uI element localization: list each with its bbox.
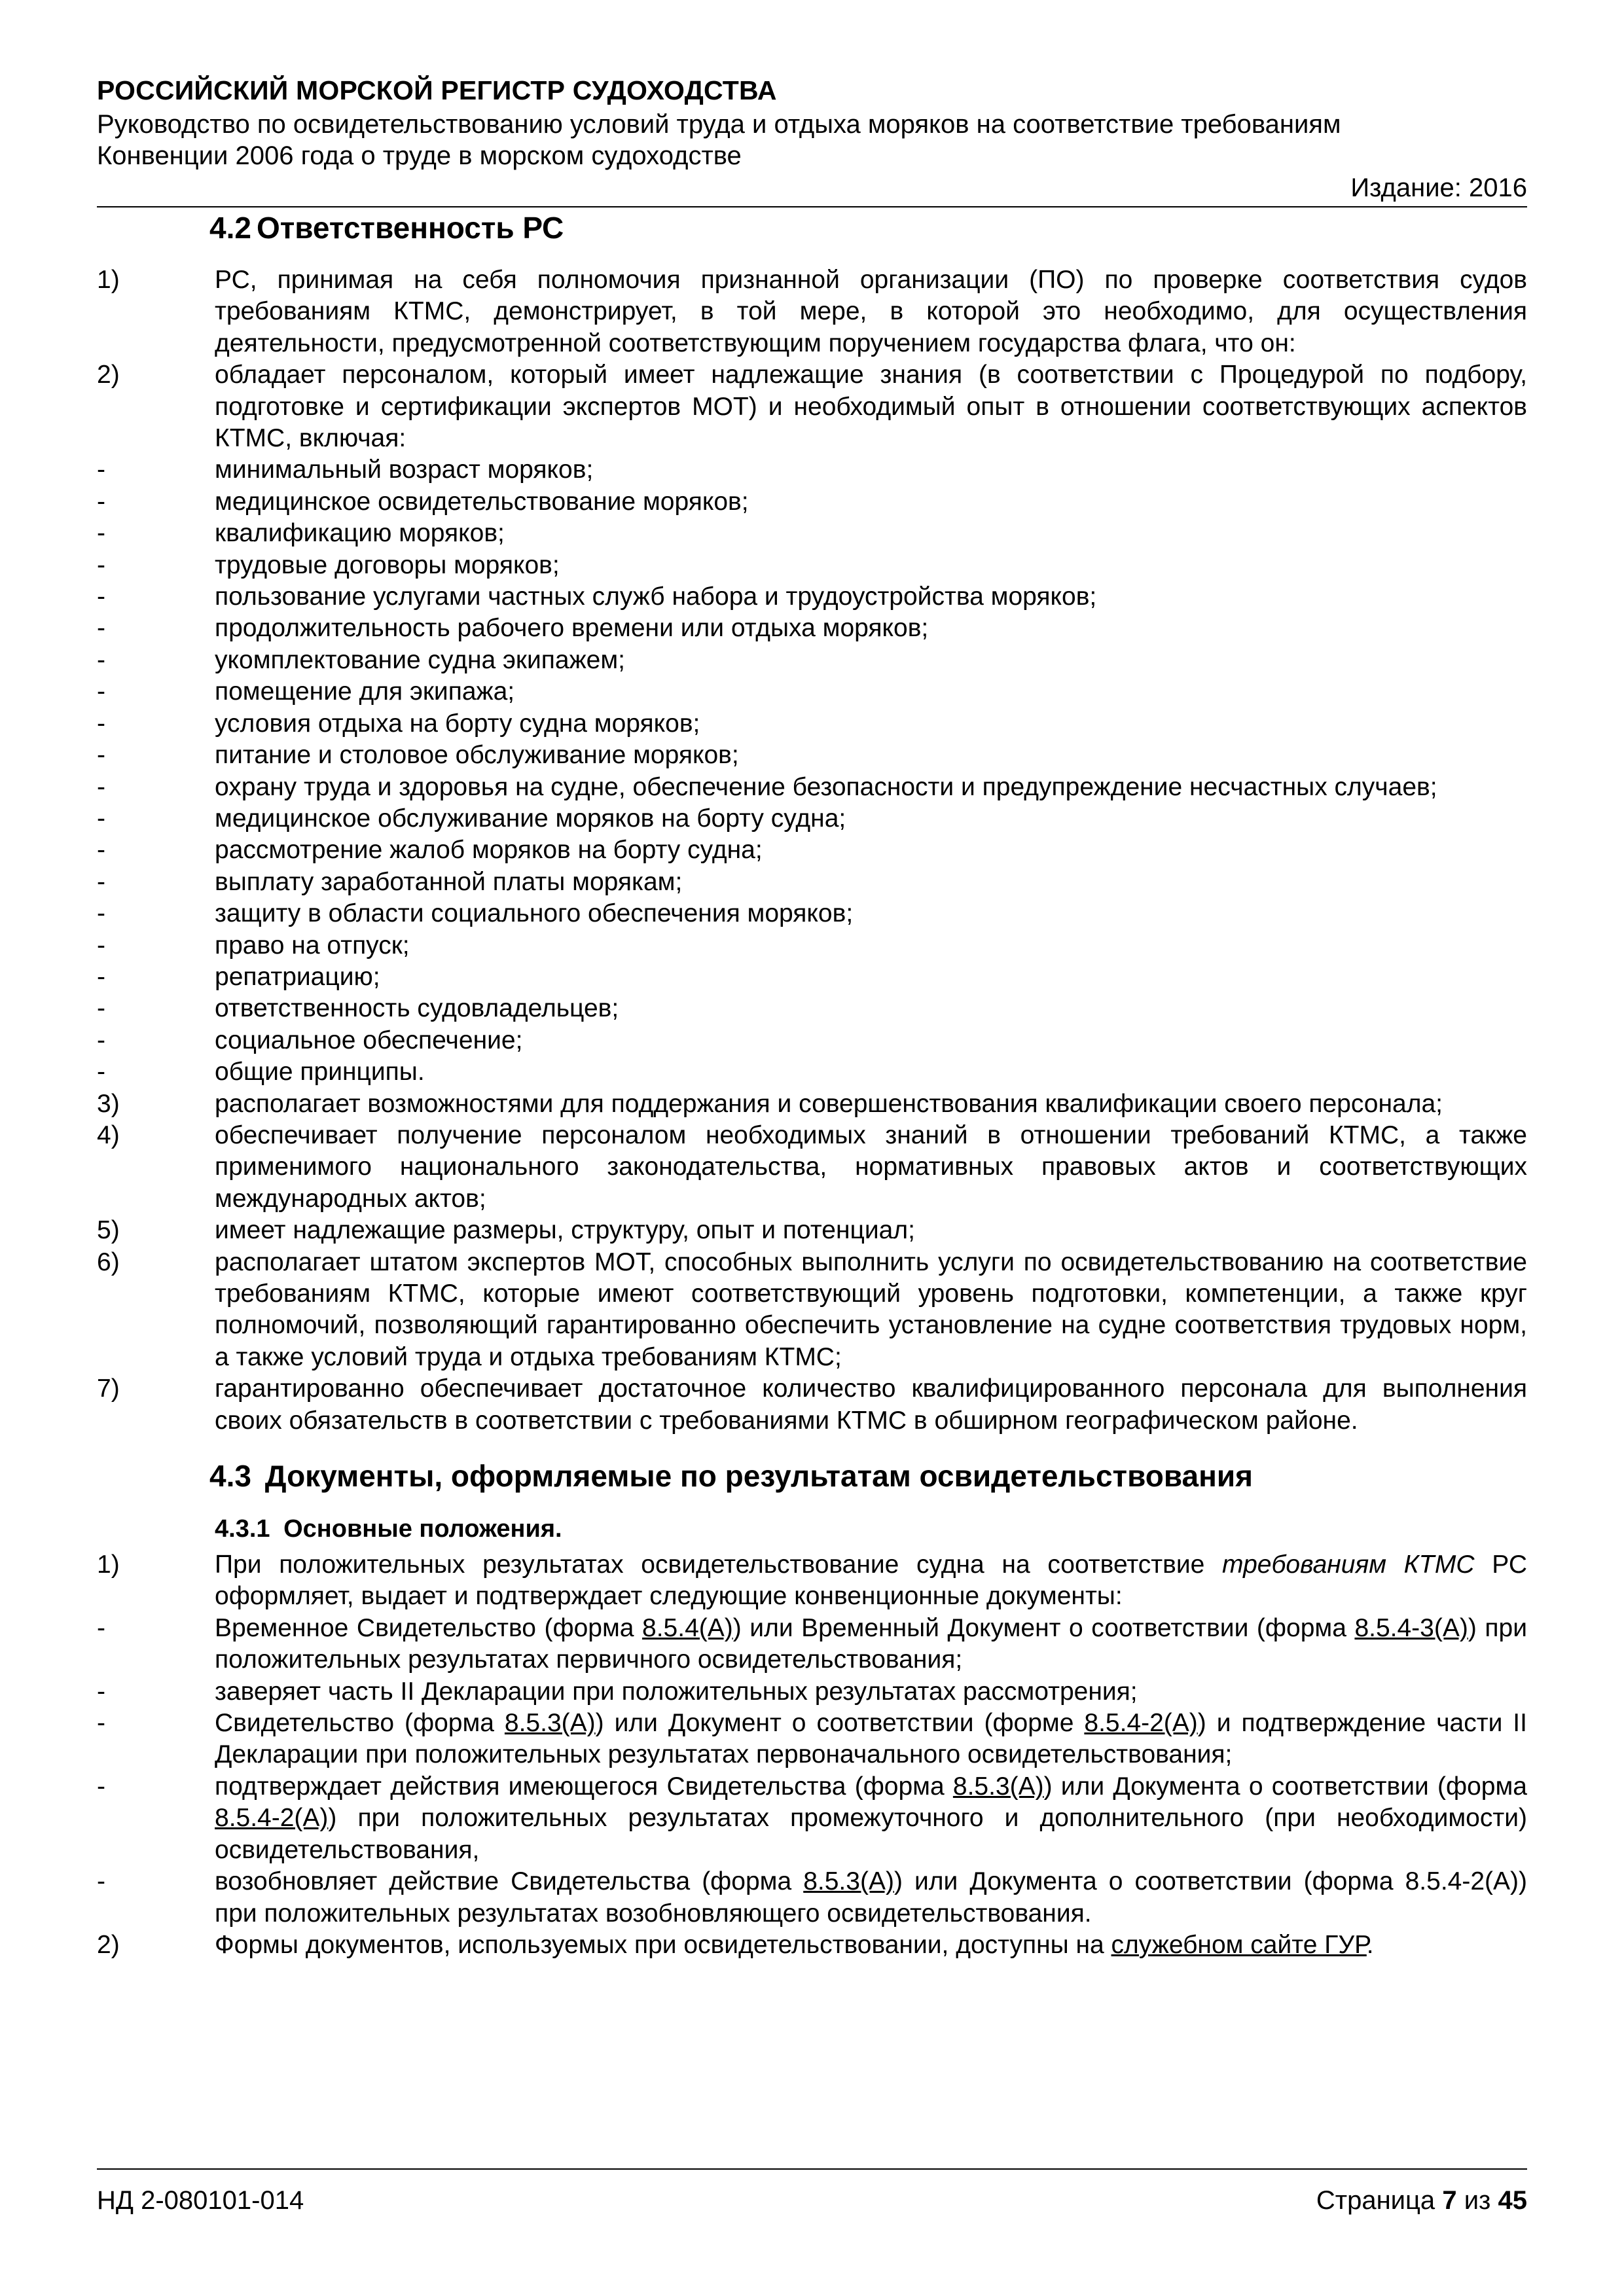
- section-4-3-heading: [97, 1458, 1527, 1494]
- section-4-2-heading: [97, 209, 1527, 246]
- item-marker: -: [97, 550, 105, 579]
- list-item: [97, 708, 1527, 740]
- service-site-link[interactable]: служебном сайте ГУР: [1111, 1930, 1367, 1959]
- item-text: укомплектование судна экипажем;: [215, 645, 626, 674]
- item-text: общие принципы.: [215, 1058, 425, 1086]
- list-item: [97, 359, 1527, 454]
- subsection-number: 4.3.1: [215, 1515, 270, 1543]
- item-text: охрану труда и здоровья на судне, обеспечение безопасности и предупреждение несчастных случаев;: [215, 772, 1437, 801]
- item-marker: 2): [97, 1930, 120, 1959]
- item-text: право на отпуск;: [215, 931, 410, 960]
- list-item: [97, 454, 1527, 486]
- item-text: медицинское обслуживание моряков на борту судна;: [215, 804, 846, 833]
- item-marker: -: [97, 994, 105, 1023]
- list-item: [97, 1613, 1527, 1676]
- list-item: [97, 1025, 1527, 1056]
- section-number: 4.3: [209, 1459, 251, 1494]
- list-item: [97, 1549, 1527, 1613]
- item-text: обеспечивает получение персоналом необходимых знаний в отношении требований КТМС, а также применимого национального законодательства, нормативных правовых актов и соответствующих международных актов;: [215, 1121, 1527, 1213]
- item-marker: -: [97, 931, 105, 960]
- form-link[interactable]: 8.5.3(А): [504, 1709, 596, 1738]
- header-title-line-2: Конвенции 2006 года о труде в морском судоходстве: [97, 141, 742, 170]
- item-text: гарантированно обеспечивает достаточное количество квалифицированного персонала для выполнения своих обязательств в соответствии с требованиями КТМС в обширном географическом районе.: [215, 1374, 1527, 1435]
- item-text: заверяет часть II Декларации при положительных результатах рассмотрения;: [215, 1677, 1138, 1706]
- item-marker: -: [97, 677, 105, 706]
- item-text: выплату заработанной платы морякам;: [215, 867, 683, 896]
- item-text: РС, принимая на себя полномочия признанной организации (ПО) по проверке соответствия судов требованиям КТМС, демонстрирует, в той мере, в которой это необходимо, для осуществления деятельности, предусмотренной соответствующим поручением государства флага, что он:: [215, 266, 1527, 357]
- item-text: Свидетельство (форма 8.5.3(А)) или Документ о соответствии (форме 8.5.4-2(А)) и подтверждение части II Декларации при положительных результатах первоначального освидетельствования;: [215, 1709, 1527, 1769]
- list-item: [97, 1088, 1527, 1120]
- list-item: [97, 1247, 1527, 1374]
- item-text: трудовые договоры моряков;: [215, 550, 560, 579]
- item-marker: 2): [97, 361, 120, 389]
- item-marker: -: [97, 899, 105, 928]
- form-link[interactable]: 8.5.4-2(А): [215, 1804, 329, 1833]
- item-text: медицинское освидетельствование моряков;: [215, 487, 749, 516]
- footer-document-id: НД 2-080101-014: [97, 2186, 304, 2215]
- list-item: [97, 1708, 1527, 1771]
- section-title: Документы, оформляемые по результатам освидетельствования: [264, 1459, 1253, 1494]
- item-marker: -: [97, 709, 105, 738]
- item-text: ответственность судовладельцев;: [215, 994, 619, 1023]
- list-item: [97, 867, 1527, 898]
- list-item: [97, 1771, 1527, 1866]
- list-item: [97, 834, 1527, 866]
- form-link[interactable]: 8.5.3(А): [952, 1772, 1044, 1801]
- item-marker: -: [97, 519, 105, 548]
- item-text: квалификацию моряков;: [215, 519, 505, 548]
- list-item: [97, 645, 1527, 676]
- item-marker: -: [97, 456, 105, 484]
- item-marker: -: [97, 1058, 105, 1086]
- list-item: [97, 613, 1527, 644]
- item-marker: 1): [97, 266, 120, 294]
- list-item: [97, 1373, 1527, 1437]
- item-text: пользование услугами частных служб набора и трудоустройства моряков;: [215, 583, 1097, 611]
- item-marker: 5): [97, 1216, 120, 1245]
- item-text: условия отдыха на борту судна моряков;: [215, 709, 700, 738]
- item-text: рассмотрение жалоб моряков на борту судна;: [215, 836, 763, 865]
- item-text: Формы документов, используемых при освидетельствовании, доступны на служебном сайте ГУР.: [215, 1930, 1374, 1959]
- list-item: [97, 961, 1527, 993]
- header-edition: Издание: 2016: [1350, 173, 1527, 202]
- item-marker: -: [97, 1613, 105, 1642]
- list-item: [97, 264, 1527, 359]
- item-marker: -: [97, 772, 105, 801]
- footer-page-number: Страница 7 из 45: [1316, 2186, 1527, 2215]
- section-number: 4.2: [209, 211, 251, 245]
- page-content: [97, 209, 1527, 1961]
- section-4-2-list: [97, 264, 1527, 1437]
- list-item: [97, 1929, 1527, 1961]
- emphasis-text: требованиям КТМС: [1222, 1551, 1475, 1579]
- item-text: минимальный возраст моряков;: [215, 456, 594, 484]
- item-text: репатриацию;: [215, 962, 380, 991]
- item-marker: -: [97, 836, 105, 865]
- item-marker: -: [97, 583, 105, 611]
- item-marker: -: [97, 867, 105, 896]
- item-text: Временное Свидетельство (форма 8.5.4(А)) или Временный Документ о соответствии (форма 8.5.4-3(А)) при положительных результатах первичного освидетельствования;: [215, 1613, 1527, 1674]
- item-marker: 3): [97, 1089, 120, 1118]
- item-marker: -: [97, 487, 105, 516]
- item-text: подтверждает действия имеющегося Свидетельства (форма 8.5.3(А)) или Документа о соответствии (форма 8.5.4-2(А)) при положительных результатах промежуточного и дополнительного (при необходимости) освидетельствования,: [215, 1772, 1527, 1864]
- list-item: [97, 1056, 1527, 1088]
- item-marker: -: [97, 741, 105, 770]
- item-marker: 6): [97, 1247, 120, 1276]
- item-marker: -: [97, 804, 105, 833]
- subsection-4-3-1-heading: [97, 1513, 1527, 1545]
- footer-divider: [97, 2168, 1527, 2170]
- list-item: [97, 993, 1527, 1024]
- item-marker: -: [97, 1772, 105, 1801]
- item-text: социальное обеспечение;: [215, 1026, 523, 1054]
- item-marker: -: [97, 614, 105, 643]
- item-marker: -: [97, 962, 105, 991]
- item-marker: -: [97, 1026, 105, 1054]
- item-text: питание и столовое обслуживание моряков;: [215, 741, 739, 770]
- list-item: [97, 581, 1527, 613]
- item-text: обладает персоналом, который имеет надлежащие знания (в соответствии с Процедурой по подбору, подготовке и сертификации экспертов МОТ) и необходимый опыт в отношении соответствующих аспектов КТМС, включая:: [215, 361, 1527, 453]
- list-item: [97, 1866, 1527, 1929]
- list-item: [97, 676, 1527, 708]
- item-marker: -: [97, 645, 105, 674]
- header-title-line-1: Руководство по освидетельствованию условий труда и отдыха моряков на соответствие требованиям: [97, 110, 1341, 139]
- item-marker: -: [97, 1709, 105, 1738]
- item-text: имеет надлежащие размеры, структуру, опыт и потенциал;: [215, 1216, 915, 1245]
- item-marker: 4): [97, 1121, 120, 1149]
- item-marker: 1): [97, 1551, 120, 1579]
- list-item: [97, 486, 1527, 518]
- list-item: [97, 550, 1527, 581]
- section-title: Ответственность РС: [256, 211, 564, 245]
- form-link[interactable]: 8.5.4-3(А): [1354, 1613, 1468, 1642]
- form-link[interactable]: 8.5.4-2(А): [1084, 1709, 1198, 1738]
- form-link[interactable]: 8.5.3(А): [803, 1867, 894, 1896]
- item-text: помещение для экипажа;: [215, 677, 515, 706]
- list-item: [97, 740, 1527, 771]
- total-pages: 45: [1498, 2186, 1527, 2215]
- current-page: 7: [1442, 2186, 1457, 2215]
- item-marker: -: [97, 1677, 105, 1706]
- header-divider: [97, 206, 1527, 207]
- form-link[interactable]: 8.5.4(А): [642, 1613, 733, 1642]
- list-item: [97, 803, 1527, 834]
- item-marker: -: [97, 1867, 105, 1896]
- item-text: При положительных результатах освидетельствование судна на соответствие требованиям КТМС РС оформляет, выдает и подтверждает следующие конвенционные документы:: [215, 1551, 1528, 1611]
- list-item: [97, 898, 1527, 929]
- list-item: [97, 1120, 1527, 1215]
- list-item: [97, 1676, 1527, 1708]
- item-text: возобновляет действие Свидетельства (форма 8.5.3(А)) или Документа о соответствии (форма 8.5.4-2(А)) при положительных результатах возобновляющего освидетельствования.: [215, 1867, 1527, 1928]
- item-marker: 7): [97, 1374, 120, 1403]
- item-text: продолжительность рабочего времени или отдыха моряков;: [215, 614, 929, 643]
- list-item: [97, 518, 1527, 549]
- item-text: располагает возможностями для поддержания и совершенствования квалификации своего персонала;: [215, 1089, 1443, 1118]
- item-text: защиту в области социального обеспечения моряков;: [215, 899, 854, 928]
- subsection-title: Основные положения.: [283, 1515, 562, 1543]
- item-text: располагает штатом экспертов МОТ, способных выполнить услуги по освидетельствованию на соответствие требованиям КТМС, которые имеют соответствующий уровень подготовки, компетенции, а также круг полномочий, позволяющий гарантированно обеспечить установление на судне соответствия трудовых норм, а также условий труда и отдыха требованиям КТМС;: [215, 1247, 1527, 1371]
- list-item: [97, 930, 1527, 961]
- list-item: [97, 1215, 1527, 1246]
- list-item: [97, 772, 1527, 803]
- header-organization: РОССИЙСКИЙ МОРСКОЙ РЕГИСТР СУДОХОДСТВА: [97, 75, 777, 105]
